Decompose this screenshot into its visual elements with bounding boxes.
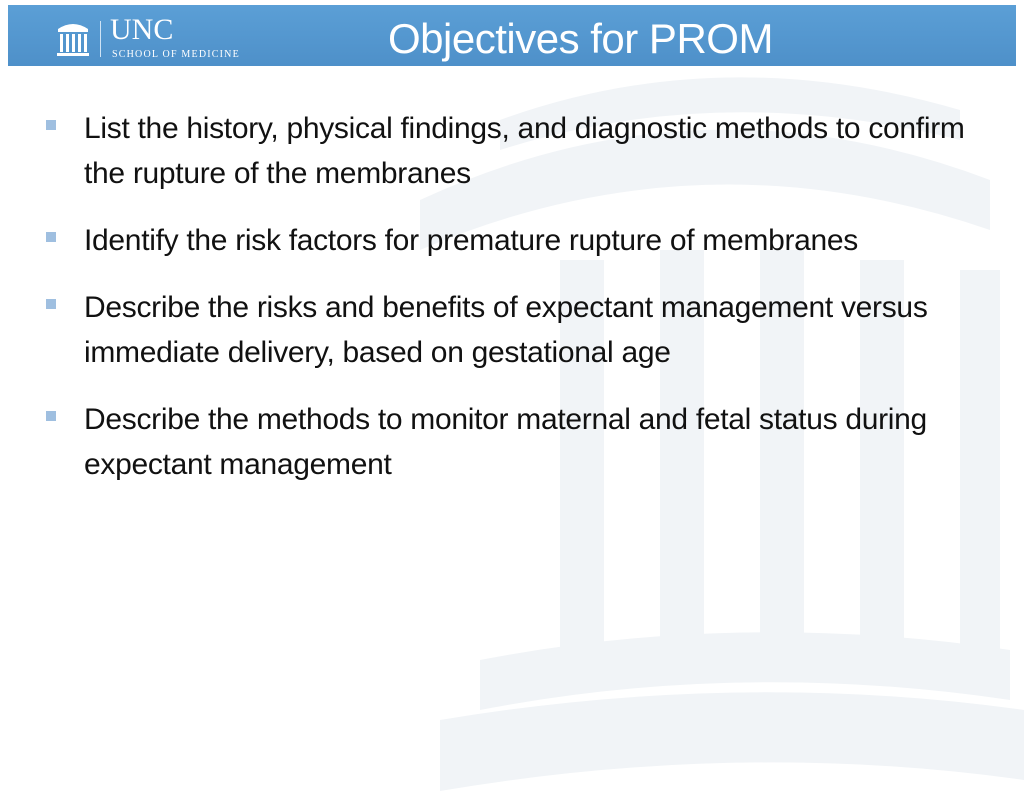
bullet-square-icon (46, 232, 56, 242)
bullet-square-icon (46, 120, 56, 130)
objectives-list (46, 106, 1006, 509)
bullet-square-icon (46, 411, 56, 421)
list-item (46, 285, 1006, 375)
list-item (46, 106, 1006, 196)
header-bar (8, 5, 1016, 66)
bullet-text: List the history, physical findings, and diagnostic methods to confirm the rupture of the membranes (84, 112, 965, 190)
unc-logo (56, 13, 256, 67)
slide-title: Objectives for PROM (388, 15, 773, 62)
bullet-text: Describe the risks and benefits of expectant management versus immediate delivery, based on gestational age (84, 291, 928, 369)
bullet-text: Identify the risk factors for premature rupture of membranes (84, 224, 858, 257)
list-item (46, 397, 1006, 487)
bullet-text: Describe the methods to monitor maternal and fetal status during expectant management (84, 403, 927, 481)
logo-divider (100, 21, 101, 57)
old-well-icon (56, 19, 90, 59)
bullet-square-icon (46, 299, 56, 309)
logo-main-text: UNC (110, 13, 174, 46)
list-item (46, 218, 1006, 263)
logo-sub-text: SCHOOL OF MEDICINE (112, 49, 240, 60)
